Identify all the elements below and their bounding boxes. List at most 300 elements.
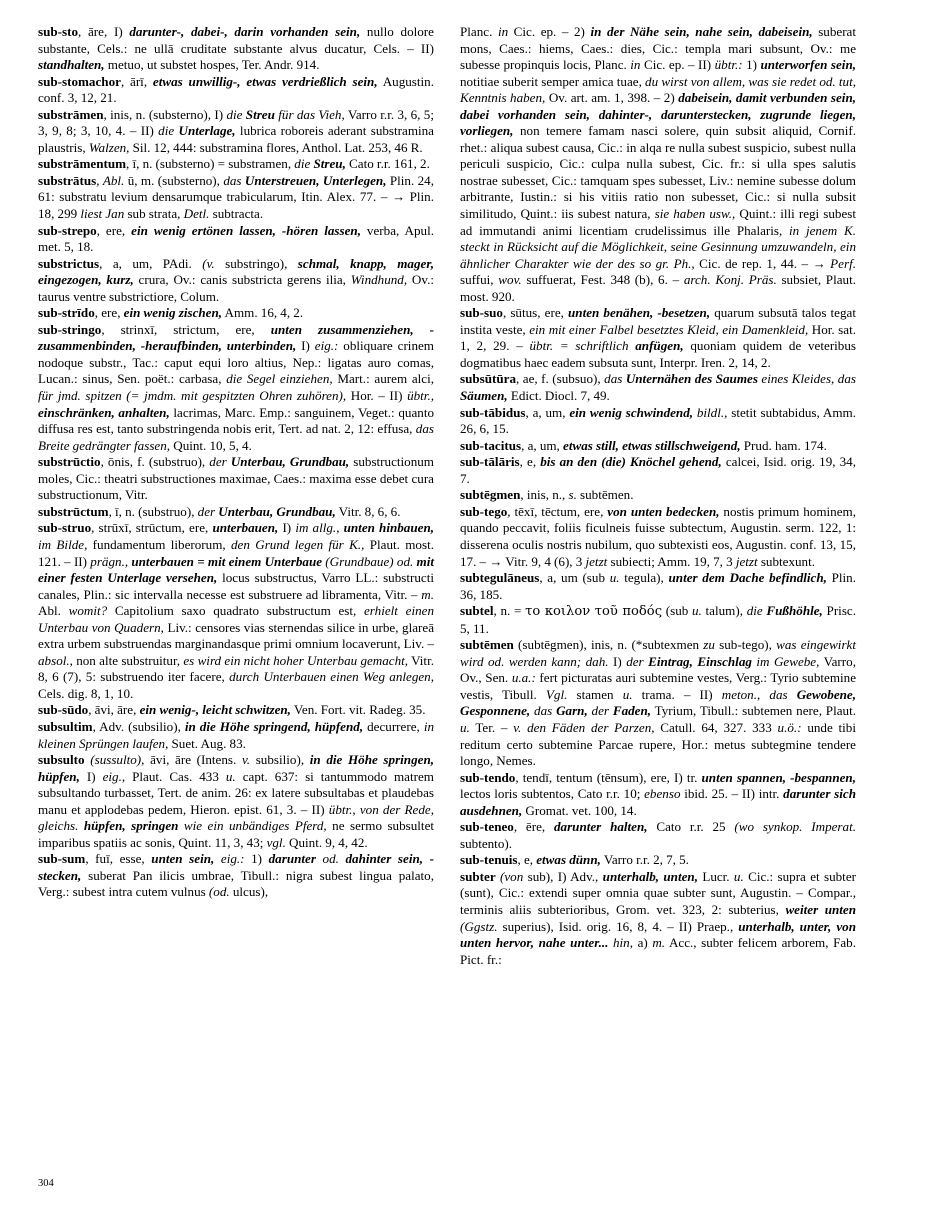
entry-italic-note: (v. bbox=[202, 255, 215, 271]
entry-italic-note: sie haben usw., bbox=[654, 206, 736, 222]
entry-text: , āvi, āre, bbox=[88, 702, 140, 718]
page-number: 304 bbox=[38, 1178, 54, 1189]
entry-italic-note: u.ö.: bbox=[777, 719, 802, 735]
entry-headword: sub-tābidus bbox=[460, 404, 526, 420]
left-text-column bbox=[38, 24, 434, 968]
entry-text: (subtēgmen), inis, n. (*subtexmen bbox=[513, 637, 704, 653]
entry-text: I) bbox=[79, 768, 103, 784]
entry-text: Varro r.r. 2, 7, 5. bbox=[600, 852, 689, 868]
entry-text: substringo), bbox=[214, 255, 298, 271]
entry-text: , e, bbox=[519, 454, 541, 470]
entry-italic-note: übtr.: bbox=[714, 57, 743, 73]
entry-italic-note: der bbox=[587, 703, 613, 719]
dictionary-entry bbox=[460, 371, 856, 404]
entry-text: capt. 637: si tantummodo matrem subsultando turbasset, Tert. de anim. 26: ex latere subsultabas et plaudebas manu et applodebas pedem, Hieron. epist. 61, 3. – II) bbox=[38, 768, 434, 817]
entry-gloss: etwas unwillig-, etwas verdrießlich sein, bbox=[152, 73, 378, 89]
entry-gloss: darunter bbox=[268, 851, 316, 867]
entry-headword: subsultim bbox=[38, 718, 93, 734]
entry-italic-note: (sussulto), bbox=[84, 752, 145, 768]
entry-text: calcei, Isid. orig. 19, 34, 7. bbox=[460, 454, 856, 486]
entry-italic-note: eines Kleides, das bbox=[757, 371, 856, 387]
entry-text: stetit subtabidus, Amm. 26, 6, 15. bbox=[460, 404, 856, 437]
entry-italic-note: für das Vieh, bbox=[274, 106, 345, 122]
entry-italic-note: das bbox=[223, 172, 245, 188]
entry-text: , ere, bbox=[94, 305, 124, 321]
entry-headword: subtel bbox=[460, 603, 494, 619]
entry-headword: subtēmen bbox=[460, 637, 514, 653]
entry-italic-note: m. bbox=[421, 586, 434, 602]
entry-gloss: ein wenig-, leicht schwitzen, bbox=[139, 702, 291, 718]
entry-italic-note: in bbox=[497, 24, 509, 39]
entry-italic-note: der bbox=[209, 454, 231, 470]
dictionary-entry bbox=[38, 322, 434, 454]
dictionary-entry bbox=[460, 570, 856, 603]
entry-italic-note: eig.: bbox=[314, 338, 339, 354]
entry-text: Quint.: illi regi subest ad immutandi animi licentiam crudelissimus ille Phalaris, bbox=[460, 206, 857, 238]
entry-text: Mart.: aurem alci, bbox=[332, 371, 434, 387]
entry-italic-note: jetzt bbox=[585, 553, 608, 569]
entry-text: , inis, n. (substerno), I) bbox=[103, 106, 227, 122]
entry-text: , ōnis, f. (substruo), bbox=[100, 454, 210, 470]
entry-text: , Adv. (subsilio), bbox=[92, 718, 185, 734]
dictionary-entry bbox=[38, 305, 434, 322]
entry-gloss: Säumen, bbox=[460, 388, 508, 404]
entry-text: Cic. ep. – II) bbox=[640, 57, 715, 73]
dictionary-entry bbox=[38, 256, 434, 306]
dictionary-entry bbox=[460, 869, 856, 968]
entry-text: Liv.: censores vias sternendas silice in urbe, glareā extra urbem substruendas marginandasque primi omnium locaverunt, Liv. – bbox=[38, 619, 435, 652]
entry-text: , tēxī, tēctum, ere, bbox=[507, 503, 608, 519]
entry-text: , ārī, bbox=[120, 73, 153, 89]
entry-italic-note: liest Jan bbox=[80, 206, 125, 222]
dictionary-entry bbox=[38, 24, 434, 74]
entry-text: subsiet, Plaut. most. 920. bbox=[460, 272, 857, 304]
entry-italic-note: der bbox=[626, 653, 649, 669]
entry-text: suffui, bbox=[460, 272, 499, 288]
entry-text: lacrimas, Marc. Emp.: sanguinem, Veget.: quanto diffusa res est, tanto substringenda nobis erit, Tert. ad nat. 2, 12: effusa, bbox=[38, 404, 434, 437]
entry-headword: sub-stomachor bbox=[38, 73, 121, 89]
entry-text: Gromat. vet. 100, 14. bbox=[522, 802, 637, 818]
entry-text: non alte substruitur, bbox=[72, 652, 184, 668]
entry-gloss: weiter unten bbox=[785, 901, 856, 917]
entry-text: subtento). bbox=[460, 835, 513, 851]
dictionary-entry bbox=[38, 107, 434, 157]
entry-italic-note: u.a.: bbox=[511, 670, 536, 686]
entry-text: notitiae suberit semper amica tuae, bbox=[460, 73, 646, 89]
entry-gloss: einschränken, anhalten, bbox=[38, 404, 170, 420]
entry-text: locus substructus, Varro LL.: substructi canales, Plin.: sic intervalla necesse est substruere ad libramenta, Vitr. – bbox=[38, 570, 435, 602]
entry-headword: substrictus bbox=[38, 255, 100, 271]
entry-italic-note: Windhund, bbox=[350, 272, 408, 288]
entry-headword: sub-sto bbox=[38, 24, 79, 39]
entry-text: I) bbox=[608, 653, 627, 669]
entry-headword: substrātus bbox=[38, 172, 97, 188]
entry-gloss: Streu, bbox=[313, 156, 346, 172]
entry-text: 1) bbox=[742, 57, 761, 73]
entry-text: subsilio), bbox=[250, 752, 310, 768]
dictionary-entry bbox=[460, 487, 856, 504]
entry-text: I) bbox=[278, 520, 296, 536]
entry-italic-note: u. bbox=[225, 768, 236, 784]
entry-text: Planc. bbox=[460, 24, 498, 39]
dictionary-entry bbox=[460, 819, 856, 852]
entry-gloss: etwas still, etwas stillschweigend, bbox=[563, 437, 741, 453]
entry-headword: sub-teneo bbox=[460, 819, 514, 835]
entry-gloss: mit einer festen Unterlage versehen, bbox=[38, 553, 434, 586]
entry-italic-note: eig.: bbox=[214, 851, 245, 867]
entry-italic-note: wie ein unbändiges Pferd, bbox=[178, 818, 327, 834]
entry-italic-note: (od. bbox=[208, 884, 230, 900]
entry-headword: subsūtūra bbox=[460, 371, 517, 387]
entry-italic-note: Perf. bbox=[830, 255, 856, 271]
entry-gloss: unterworfen sein, bbox=[760, 57, 857, 73]
entry-gloss: in die Höhe springend, hüpfend, bbox=[184, 718, 364, 734]
entry-text: I) bbox=[296, 338, 315, 354]
entry-text: , ere, bbox=[96, 222, 132, 238]
entry-gloss: Eintrag, Einschlag bbox=[648, 653, 752, 669]
entry-text: , e, bbox=[517, 852, 537, 868]
entry-italic-note: im allg., bbox=[295, 520, 340, 536]
entry-gloss: anfügen, bbox=[628, 338, 684, 354]
dictionary-entry bbox=[460, 770, 856, 820]
entry-gloss: darunter-, dabei-, darin vorhanden sein, bbox=[129, 24, 361, 39]
entry-italic-note: womit? bbox=[68, 603, 108, 619]
entry-headword: sub-sum bbox=[38, 851, 86, 867]
dictionary-entry bbox=[460, 438, 856, 455]
entry-text: Ov. art. am. 1, 398. – 2) bbox=[545, 90, 679, 106]
entry-gloss: schmal, knapp, mager, eingezogen, kurz, bbox=[38, 255, 434, 288]
entry-headword: subtegulāneus bbox=[460, 570, 540, 586]
entry-italic-note: das bbox=[604, 371, 626, 387]
entry-text: suffuerat, Fest. 348 (b), 6. – bbox=[521, 272, 684, 288]
entry-headword: subter bbox=[460, 868, 496, 884]
entry-italic-note: in jenem K. steckt in Rücksicht auf die Möglichkeit, seine Gesinnung umzuwandeln, ein ähnlicher Charakter wie der des so gr. Ph., bbox=[460, 222, 856, 271]
entry-gloss: unten zusammenziehen, -zusammenbinden, -heraufbinden, unterbinden, bbox=[38, 321, 434, 354]
entry-text: , ēre, bbox=[513, 819, 554, 835]
entry-text: Amm. 16, 4, 2. bbox=[222, 305, 304, 321]
entry-italic-note: od. bbox=[315, 851, 346, 867]
entry-gloss: Fußhöhle, bbox=[766, 603, 823, 619]
entry-text: Hor. sat. 1, 2, 29. – bbox=[460, 321, 857, 354]
entry-gloss: Garn, bbox=[556, 703, 588, 719]
entry-text: , āre, bbox=[78, 24, 114, 39]
entry-text: Plin. 36, 185. bbox=[460, 570, 856, 602]
entry-headword: sub-strīdo bbox=[38, 305, 95, 321]
entry-text: ū, m. (substerno), bbox=[124, 172, 224, 188]
entry-text: Edict. Diocl. 7, 49. bbox=[507, 388, 610, 404]
entry-text: Ter. – bbox=[469, 719, 514, 735]
entry-gloss: Faden, bbox=[612, 703, 652, 719]
entry-gloss: hüpfen, springen bbox=[78, 818, 179, 834]
entry-italic-note: die bbox=[294, 156, 314, 172]
entry-gloss: darunter halten, bbox=[553, 819, 648, 835]
entry-text: Cato r.r. 25 bbox=[647, 819, 735, 835]
entry-italic-note: ebenso bbox=[644, 786, 681, 802]
entry-headword: sub-stringo bbox=[38, 321, 102, 337]
entry-text: Hor. – II) bbox=[346, 388, 408, 404]
entry-text: Plaut. most. 121. – II) bbox=[38, 536, 434, 569]
entry-headword: sub-struo bbox=[38, 520, 92, 536]
entry-italic-note: v. bbox=[241, 752, 251, 768]
entry-text: , a, um, bbox=[521, 437, 564, 453]
entry-gloss: Unterlage, bbox=[178, 123, 236, 139]
entry-headword: sub-sūdo bbox=[38, 702, 89, 718]
entry-italic-note: die bbox=[158, 123, 179, 139]
entry-text: Plaut. Cas. 433 bbox=[125, 768, 226, 784]
entry-text: Prud. ham. 174. bbox=[740, 437, 827, 453]
entry-italic-note: (von bbox=[495, 868, 524, 884]
dictionary-entry bbox=[460, 305, 856, 371]
entry-text: Vitr. 8, 6 (7), 5: substruendo iter facere, bbox=[38, 652, 434, 685]
entry-headword: subtēgmen bbox=[460, 487, 521, 503]
entry-italic-note: im Bilde, bbox=[38, 536, 88, 552]
entry-italic-note: meton., das bbox=[721, 686, 797, 702]
entry-gloss: bis an den (die) Knöchel gehend, bbox=[540, 454, 722, 470]
entry-text: Plin. 24, 61: substratu levium densarumque trabicularum, Itin. Alex. 77. – → Plin. 18, 299 bbox=[38, 172, 434, 222]
entry-headword: sub-strepo bbox=[38, 222, 97, 238]
entry-text: quoniam quidem de veteribus dogmatibus haec eadem subsuta sunt, Interpr. Iren. 2, 14, 2. bbox=[460, 338, 857, 370]
entry-italic-note: u. bbox=[460, 719, 470, 735]
entry-text: Prisc. 5, 11. bbox=[460, 603, 856, 636]
entry-gloss: dabeisein, damit verbunden sein, dabei vorhanden sein, dahinter-, darunterstecken, zugrunde liegen, vorliegen, bbox=[460, 90, 857, 139]
entry-italic-note: wov. bbox=[498, 272, 522, 288]
entry-italic-note: Vgl. bbox=[545, 686, 568, 702]
entry-text: lectos loris subtentos, Cato r.r. 10; bbox=[460, 786, 645, 802]
entry-text: fundamentum liberorum, bbox=[87, 536, 231, 552]
entry-gloss: etwas dünn, bbox=[536, 852, 601, 868]
dictionary-entry bbox=[460, 637, 856, 769]
entry-text: unde tibi reditum certo subtemine Parcae rupere, Hor.: metus subtegmine tendere longo, Nemes. bbox=[460, 719, 856, 769]
entry-gloss: dahinter sein, -stecken, bbox=[38, 851, 434, 883]
entry-text: Varro, Ov., Sen. bbox=[460, 653, 856, 686]
entry-gloss: unten benähen, -besetzen, bbox=[568, 305, 711, 321]
entry-text: Vitr. 8, 6, 6. bbox=[335, 503, 401, 519]
entry-gloss: Unterbau, Grundbau, bbox=[230, 454, 350, 470]
entry-gloss: ein wenig schwindend, bbox=[569, 404, 694, 420]
entry-italic-note: die bbox=[746, 603, 767, 619]
entry-gloss: unterbauen, bbox=[212, 520, 279, 536]
entry-text: āvi, āre (Intens. bbox=[144, 752, 242, 768]
right-text-column bbox=[460, 24, 856, 968]
entry-gloss: unterhalb, unter, von unten hervor, nahe unter... bbox=[460, 918, 856, 951]
entry-text: Abl. bbox=[38, 603, 69, 619]
entry-gloss: Unterstreuen, Unterlegen, bbox=[244, 172, 387, 188]
entry-text: , sūtus, ere, bbox=[502, 305, 569, 321]
entry-italic-note: im Gewebe, bbox=[751, 653, 820, 669]
entry-text: sub), I) Adv., bbox=[523, 868, 603, 884]
entry-italic-note: bildl., bbox=[693, 404, 728, 420]
dictionary-entry bbox=[460, 24, 856, 305]
entry-italic-note: den Grund legen für K., bbox=[231, 536, 365, 552]
entry-headword: sub-suo bbox=[460, 305, 503, 321]
entry-text: , a, um (sub bbox=[539, 570, 610, 586]
entry-text: , ī, n. (substruo), bbox=[108, 503, 198, 519]
entry-text: crura, Ov.: canis substricta gerens ilia, bbox=[133, 272, 351, 288]
entry-headword: sub-tenuis bbox=[460, 852, 518, 868]
greek-text: το κοιλον τοῦ ποδός bbox=[525, 604, 663, 620]
entry-text: Augustin. conf. 3, 12, 21. bbox=[38, 73, 434, 106]
entry-headword: sub-tendo bbox=[460, 769, 516, 785]
entry-gloss: unten sein, bbox=[151, 851, 215, 867]
dictionary-entry bbox=[38, 74, 434, 107]
entry-text: ulcus), bbox=[229, 884, 269, 900]
entry-text: ibid. 25. – II) intr. bbox=[680, 786, 784, 802]
entry-gloss: Gewobene, Gesponnene, bbox=[460, 686, 856, 719]
entry-italic-note: arch. Konj. Präs. bbox=[683, 272, 777, 288]
entry-italic-note: u. bbox=[622, 686, 633, 702]
entry-italic-note: u. bbox=[609, 570, 620, 586]
entry-italic-note: übtr., bbox=[407, 388, 434, 404]
entry-text: Ven. Fort. vit. Radeg. 35. bbox=[290, 702, 426, 718]
entry-headword: sub-tacitus bbox=[460, 437, 522, 453]
entry-text: Quint. 9, 4, 42. bbox=[285, 834, 368, 850]
entry-text: metuo, ut substet hospes, Ter. Andr. 914. bbox=[104, 57, 320, 73]
entry-text: , tendī, tentum (tēnsum), ere, I) tr. bbox=[515, 769, 702, 785]
entry-italic-note: du wirst von allem, was sie redet od. tut, Kenntnis haben, bbox=[460, 73, 856, 106]
dictionary-entry bbox=[38, 173, 434, 223]
entry-italic-note: was eingewirkt wird od. werden kann; dah. bbox=[460, 637, 856, 669]
dictionary-entry bbox=[38, 702, 434, 719]
entry-text: Acc., subter felicem arborem, Fab. Pict. fr.: bbox=[460, 935, 856, 967]
entry-text: Cato r.r. 161, 2. bbox=[345, 156, 430, 172]
entry-italic-note: prägn., bbox=[90, 553, 129, 569]
entry-text: subiecti; Amm. 19, 7, 3 bbox=[607, 553, 736, 569]
entry-gloss: von unten bedecken, bbox=[607, 503, 720, 519]
entry-italic-note: v. den Fäden der Parzen, bbox=[513, 719, 655, 735]
entry-text: subtexunt. bbox=[757, 553, 816, 569]
entry-text: 1) bbox=[244, 851, 269, 867]
entry-text: Ov.: taurus ventre substrictiore, Colum. bbox=[38, 272, 434, 304]
entry-gloss: unter dem Dache befindlich, bbox=[668, 570, 827, 586]
entry-italic-note: es wird ein nicht hoher Unterbau gemacht, bbox=[183, 652, 409, 668]
entry-italic-note: durch Unterbauen einen Weg anlegen, bbox=[229, 669, 434, 685]
entry-text: Catull. 64, 327. 333 bbox=[654, 719, 778, 735]
entry-text: subtēmen. bbox=[576, 487, 634, 503]
entry-headword: subsulto bbox=[38, 752, 85, 768]
entry-text: , inis, n., bbox=[520, 487, 569, 503]
entry-italic-note: m. bbox=[652, 935, 666, 951]
entry-gloss: unten hinbauen, bbox=[339, 520, 434, 536]
two-column-layout bbox=[38, 24, 898, 968]
entry-italic-note: die Segel einziehen, bbox=[226, 371, 333, 387]
entry-text: Lucr. bbox=[697, 868, 734, 884]
entry-text: tegula), bbox=[619, 570, 669, 586]
entry-text: suberat Pan ilicis umbrae, Tibull.: nigra subest lingua palato, Verg.: subest intra cutem vulnus bbox=[38, 867, 434, 900]
entry-italic-note: für jmd. spitzen (= jmdm. mit gespitzten Ohren zuhören), bbox=[38, 388, 347, 404]
dictionary-entry bbox=[38, 752, 434, 851]
entry-italic-note: ein mit einer Falbel besetztes Kleid, ein Damenkleid, bbox=[529, 321, 809, 337]
entry-text: , ī, n. (substerno) = substramen, bbox=[126, 156, 295, 172]
entry-italic-note: in bbox=[630, 57, 641, 73]
dictionary-entry bbox=[460, 504, 856, 570]
entry-text: nostis primum hominem, quando peccavit, foliis ficulneis fuisse subtectum, Augustin. serm. 122, 1: disserena oculis nostris nubilum, quo subtexisti eos, Augustin. conf. 13, 15, 17. – → Vitr. 9, 4 (6), 3 bbox=[460, 503, 856, 569]
entry-italic-note: (Grundbaue) od. bbox=[322, 553, 417, 569]
dictionary-entry bbox=[460, 405, 856, 438]
entry-text: , fuī, esse, bbox=[85, 851, 152, 867]
entry-text: Varro r.r. 3, 6, 5; 3, 9, 8; 3, 10, 4. – II) bbox=[38, 106, 434, 139]
entry-headword: substrāmentum bbox=[38, 156, 127, 172]
entry-italic-note: übtr. = schriftlich bbox=[529, 338, 629, 354]
entry-headword: substrūctio bbox=[38, 454, 101, 470]
entry-italic-note: Walzen, bbox=[88, 139, 130, 155]
dictionary-entry bbox=[38, 223, 434, 256]
entry-italic-note: (wo synkop. Imperat. bbox=[734, 819, 856, 835]
entry-gloss: Unternähen des Saumes bbox=[625, 371, 758, 387]
entry-italic-note: vgl. bbox=[266, 834, 286, 850]
entry-text: , n. = bbox=[493, 603, 526, 619]
dictionary-entry bbox=[38, 851, 434, 901]
entry-italic-note: übtr., von der Rede, gleichs. bbox=[38, 801, 434, 834]
entry-text: quarum subsutā talos tegat instita veste, bbox=[460, 305, 856, 337]
entry-gloss: ein wenig zischen, bbox=[123, 305, 223, 321]
entry-gloss: darunter sich ausdehnen, bbox=[460, 786, 856, 818]
entry-italic-note: hin, bbox=[608, 935, 633, 951]
entry-gloss: ein wenig ertönen lassen, -hören lassen, bbox=[131, 222, 361, 238]
entry-text: Capitolium saxo quadrato substructum est, bbox=[107, 603, 364, 619]
entry-text: stamen bbox=[567, 686, 623, 702]
entry-text: Cic.: supra et subter (sunt), Cic.: extendi super omnia quae subter sunt, Augustin. – Compar., terminis aliis subterioribus, Grom. vet. 323, 2: subterius, bbox=[460, 868, 856, 917]
entry-text: talum), bbox=[701, 603, 747, 619]
entry-italic-note: das bbox=[530, 703, 557, 719]
entry-italic-note: Detl. bbox=[183, 206, 210, 222]
entry-text: Tyrium, Tibull.: subtemen nere, Plaut. bbox=[651, 703, 856, 719]
entry-headword: sub-tego bbox=[460, 503, 508, 519]
entry-italic-note: Abl. bbox=[102, 172, 125, 188]
entry-text: Sil. 12, 444: substramina flores, Anthol. Lat. 253, 46 R. bbox=[129, 139, 423, 155]
entry-text: a) bbox=[632, 935, 653, 951]
entry-text: sub-tego), bbox=[714, 637, 777, 653]
entry-headword: sub-tālāris bbox=[460, 454, 520, 470]
entry-italic-note: das Breite gedrängter fassen, bbox=[38, 421, 434, 453]
entry-italic-note: erhielt einen Unterbau von Quadern, bbox=[38, 603, 434, 635]
entry-text: ne sermo subsultet imparibus spatiis ac sonis, Quint. 11, 3, 43; bbox=[38, 818, 435, 850]
entry-text: , strūxī, strūctum, ere, bbox=[91, 520, 213, 536]
entry-gloss: unterhalb, unten, bbox=[602, 868, 698, 884]
dictionary-entry bbox=[38, 156, 434, 173]
entry-italic-note: zu bbox=[703, 637, 715, 653]
entry-italic-note: absol., bbox=[38, 652, 73, 668]
entry-italic-note: die bbox=[226, 106, 246, 122]
entry-italic-note: u. bbox=[733, 868, 744, 884]
entry-italic-note: in kleinen Sprüngen laufen, bbox=[38, 718, 434, 751]
entry-text: non temere famam nasci solere, quin subsit aliquid, Cornif. rhet.: aliqua subest causa, Cic.: in alqa re nulla subest suspicio, subest nulla periculi suspicio, Cic.: culpa nulla subest, Cic. fr.: si ulla spes salutis nostrae subesset, Cic.: tamquam spes subesset, Liv.: nemine subesse dolum arbitrante, Iustin.: si his vitiis ratio non subesset, Cic.: si nulla subsit similitudo, Quint.: iis subest natura, bbox=[460, 123, 856, 222]
entry-text: fert picturatas auri subtemine vestes, Verg.: Tyrio subtemine vestis, Tibull. bbox=[460, 670, 857, 702]
entry-text: , a, um, bbox=[525, 404, 570, 420]
entry-headword: substrūctum bbox=[38, 503, 109, 519]
entry-text: lubrica roboreis aderant substramina plaustris, bbox=[38, 123, 434, 155]
entry-text: Quint. 10, 5, 4. bbox=[170, 437, 252, 453]
dictionary-entry bbox=[460, 454, 856, 487]
dictionary-entry bbox=[38, 504, 434, 521]
entry-italic-note: jetzt bbox=[735, 553, 758, 569]
entry-italic-note: eig., bbox=[102, 768, 126, 784]
entry-gloss: unterbauen = mit einem Unterbaue bbox=[128, 553, 323, 569]
dictionary-entry bbox=[38, 520, 434, 702]
entry-italic-note: der bbox=[197, 503, 219, 519]
entry-text: verba, Apul. met. 5, 18. bbox=[38, 222, 434, 255]
entry-text: superius), Isid. orig. 16, 8, 4. – II) Praep., bbox=[497, 918, 739, 934]
entry-text: , strinxī, strictum, ere, bbox=[101, 321, 271, 337]
entry-text: (sub bbox=[662, 603, 692, 619]
entry-italic-note: s. bbox=[568, 487, 577, 503]
entry-text: , a, um, PAdi. bbox=[99, 255, 203, 271]
dictionary-entry bbox=[460, 852, 856, 869]
entry-text: I) bbox=[113, 24, 130, 39]
entry-text: suberat mons, Caes.: hiems, Caes.: dies, Cic.: templa mari subsunt, Ov.: me subesse propinquis locis, Planc. bbox=[460, 24, 857, 73]
dictionary-entry bbox=[38, 719, 434, 752]
entry-gloss: in der Nähe sein, nahe sein, dabeisein, bbox=[590, 24, 813, 39]
entry-text: , bbox=[96, 172, 103, 188]
